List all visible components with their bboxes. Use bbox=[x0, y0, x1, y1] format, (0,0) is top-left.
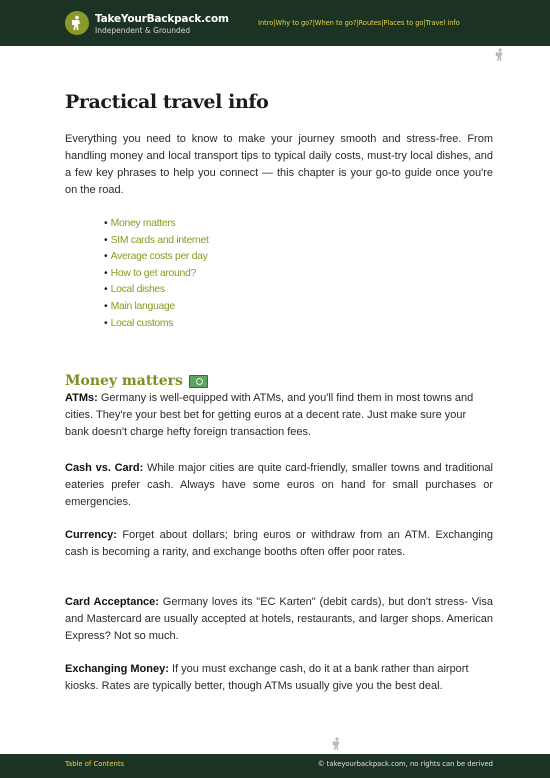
nav-separator: | bbox=[312, 19, 315, 27]
list-item: • Average costs per day bbox=[104, 251, 208, 263]
card-acceptance-paragraph bbox=[65, 594, 493, 645]
paragraph-label: Exchanging Money: bbox=[65, 663, 169, 675]
page-title: Practical travel info bbox=[65, 91, 269, 113]
section-title-text: Money matters bbox=[65, 373, 183, 389]
paragraph-label: Card Acceptance: bbox=[65, 596, 159, 608]
nav-separator: | bbox=[381, 19, 384, 27]
intro-paragraph: Everything you need to know to make your journey smooth and stress-free. From handling money and local transport tips to typical daily costs, must-try local dishes, and a few key phrases to help you connect — this chapter is your go-to guide once you're on the road. bbox=[65, 133, 493, 196]
paragraph-text: While major cities are quite card-friendly, smaller towns and traditional eateries prefer cash. Always have some euros on hand for small purchases or emergencies. bbox=[65, 462, 493, 508]
nav-intro[interactable]: Intro bbox=[258, 19, 274, 27]
paragraph-text: If you must exchange cash, do it at a bank rather than airport kiosks. Rates are typically better, though ATMs usually give you the best deal. bbox=[65, 663, 469, 692]
page-footer bbox=[0, 754, 550, 778]
banknote-icon bbox=[189, 375, 208, 388]
nav-when-to-go[interactable]: When to go? bbox=[314, 19, 357, 27]
exchanging-money-paragraph bbox=[65, 661, 493, 695]
paragraph-label: ATMs: bbox=[65, 392, 98, 404]
chapter-toc bbox=[104, 216, 209, 332]
paragraph-text: Forget about dollars; bring euros or withdraw from an ATM. Exchanging cash is becoming a rarity, and exchange booths often offer poor rates. bbox=[65, 529, 493, 558]
atms-paragraph bbox=[65, 390, 493, 441]
list-item: • Local customs bbox=[104, 317, 174, 329]
list-item: • How to get around? bbox=[104, 267, 196, 279]
nav-travel-info[interactable]: Travel info bbox=[425, 19, 460, 27]
top-navigation bbox=[258, 19, 460, 27]
section-heading bbox=[65, 373, 208, 389]
toc-link-get-around[interactable]: How to get around? bbox=[110, 267, 196, 279]
toc-link-main-language[interactable]: Main language bbox=[110, 300, 175, 312]
toc-link-average-costs[interactable]: Average costs per day bbox=[110, 251, 208, 263]
list-item: • SIM cards and internet bbox=[104, 234, 209, 246]
list-item: • Local dishes bbox=[104, 284, 165, 296]
page-header bbox=[0, 0, 550, 46]
cash-vs-card-paragraph bbox=[65, 460, 493, 511]
brand-tagline: Independent & Grounded bbox=[95, 26, 191, 35]
list-item: • Main language bbox=[104, 300, 175, 312]
nav-places-to-go[interactable]: Places to go bbox=[383, 19, 424, 27]
nav-separator: | bbox=[423, 19, 426, 27]
paragraph-label: Currency: bbox=[65, 529, 117, 541]
toc-link-local-customs[interactable]: Local customs bbox=[110, 317, 174, 329]
hiker-icon bbox=[331, 737, 343, 751]
paragraph-label: Cash vs. Card: bbox=[65, 462, 144, 474]
brand-name[interactable]: TakeYourBackpack.com bbox=[95, 13, 229, 25]
toc-link-money-matters[interactable]: Money matters bbox=[110, 218, 176, 229]
toc-link-sim-cards[interactable]: SIM cards and internet bbox=[110, 234, 209, 246]
toc-link-local-dishes[interactable]: Local dishes bbox=[110, 284, 165, 296]
list-item: • Money matters bbox=[104, 218, 176, 229]
nav-separator: | bbox=[356, 19, 359, 27]
hiker-logo-icon[interactable] bbox=[65, 11, 89, 35]
copyright-notice: © takeyourbackpack.com, no rights can be derived bbox=[317, 760, 493, 768]
paragraph-text: Germany loves its "EC Karten" (debit cards), but don't stress- Visa and Mastercard are usually accepted at hotels, restaurants, and larger shops. American Express? Not so much. bbox=[65, 596, 493, 642]
nav-separator: | bbox=[273, 19, 276, 27]
nav-why-to-go[interactable]: Why to go? bbox=[275, 19, 313, 27]
currency-paragraph bbox=[65, 527, 493, 561]
hiker-icon bbox=[494, 48, 506, 62]
paragraph-text: Germany is well-equipped with ATMs, and you'll find them in most towns and cities. They're your best bet for getting euros at a decent rate. Just make sure your bank doesn't charge hefty foreign transaction fees. bbox=[65, 392, 474, 438]
table-of-contents-link[interactable]: Table of Contents bbox=[65, 760, 125, 768]
nav-routes[interactable]: Routes bbox=[358, 19, 382, 27]
